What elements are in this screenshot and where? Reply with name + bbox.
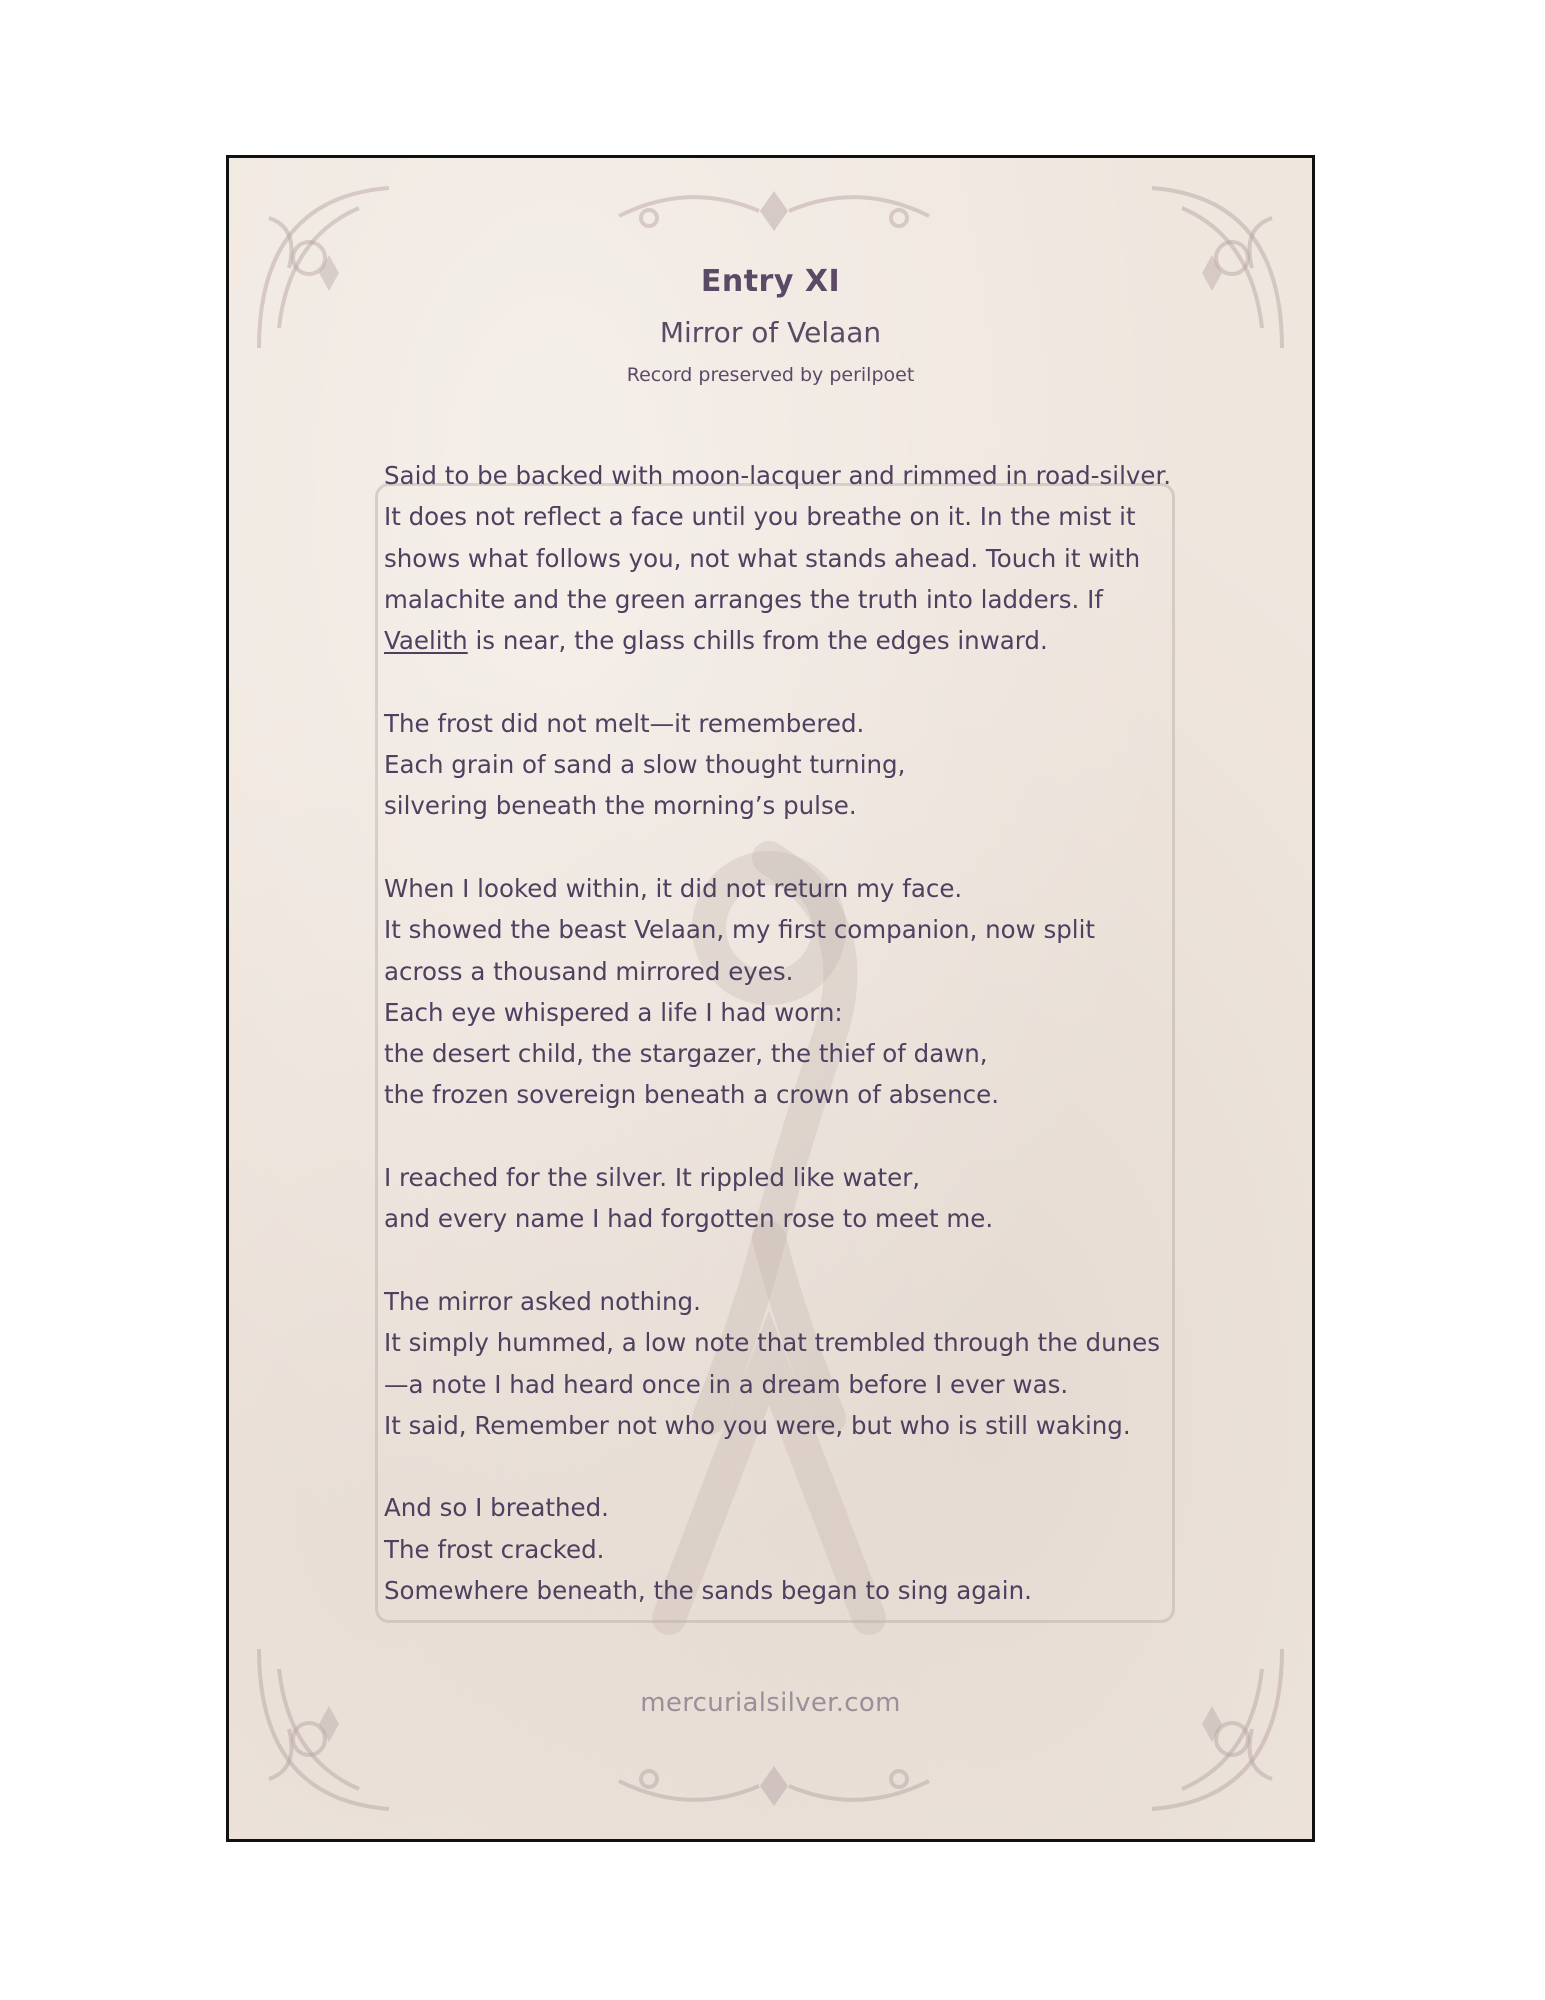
bottom-flourish-icon	[609, 1751, 939, 1821]
top-flourish-icon	[609, 176, 939, 246]
poem-line: the frozen sovereign beneath a crown of absence.	[384, 1080, 999, 1110]
intro-line	[384, 620, 1184, 661]
intro-line: It does not reflect a face until you breathe on it. In the mist it	[384, 502, 1136, 532]
poem-line: The mirror asked nothing.	[384, 1286, 701, 1316]
vaelith-link[interactable]: Vaelith	[384, 626, 468, 656]
poem-line: and every name I had forgotten rose to meet me.	[384, 1204, 994, 1234]
entry-header	[229, 258, 1312, 390]
poem-stanza	[384, 1281, 1184, 1446]
entry-page	[226, 155, 1315, 1842]
corner-ornament-bottom-right-icon	[1142, 1639, 1292, 1819]
poem-stanza	[384, 1157, 1184, 1240]
poem-line: It simply hummed, a low note that trembled through the dunes	[384, 1328, 1160, 1358]
poem-line: —a note I had heard once in a dream before I ever was.	[384, 1369, 1069, 1399]
poem-line: Each eye whispered a life I had worn:	[384, 997, 843, 1027]
intro-line: shows what follows you, not what stands ahead. Touch it with	[384, 543, 1141, 573]
intro-line: Said to be backed with moon-lacquer and rimmed in road-silver.	[384, 461, 1172, 490]
poem-stanzas	[384, 703, 1184, 1612]
poem-line: When I looked within, it did not return my face.	[384, 873, 963, 903]
poem-stanza	[384, 1487, 1184, 1611]
intro-paragraph	[384, 455, 1184, 661]
poem-line: I reached for the silver. It rippled like water,	[384, 1163, 921, 1193]
entry-body	[384, 455, 1184, 1653]
poem-line: across a thousand mirrored eyes.	[384, 956, 794, 986]
poem-line: It said, Remember not who you were, but who is still waking.	[384, 1410, 1131, 1440]
poem-line: Somewhere beneath, the sands began to sing again.	[384, 1576, 1032, 1606]
entry-subtitle: Mirror of Velaan	[659, 316, 882, 349]
intro-line-rest: is near, the glass chills from the edges inward.	[467, 626, 1048, 656]
poem-stanza	[384, 868, 1184, 1116]
entry-credit: Record preserved by perilpoet	[626, 364, 915, 386]
entry-title: Entry XI	[700, 264, 841, 299]
poem-line: It showed the beast Velaan, my first companion, now split	[384, 915, 1096, 945]
poem-line: The frost cracked.	[384, 1534, 605, 1564]
poem-line: the desert child, the stargazer, the thief of dawn,	[384, 1039, 988, 1069]
poem-line: The frost did not melt—it remembered.	[384, 708, 865, 738]
corner-ornament-bottom-left-icon	[249, 1639, 399, 1819]
poem-line: And so I breathed.	[384, 1493, 609, 1523]
poem-line: Each grain of sand a slow thought turning,	[384, 750, 906, 780]
poem-stanza	[384, 703, 1184, 827]
poem-line: silvering beneath the morning’s pulse.	[384, 791, 857, 821]
site-footer: mercurialsilver.com	[640, 1688, 901, 1718]
intro-line: malachite and the green arranges the truth into ladders. If	[384, 584, 1103, 614]
